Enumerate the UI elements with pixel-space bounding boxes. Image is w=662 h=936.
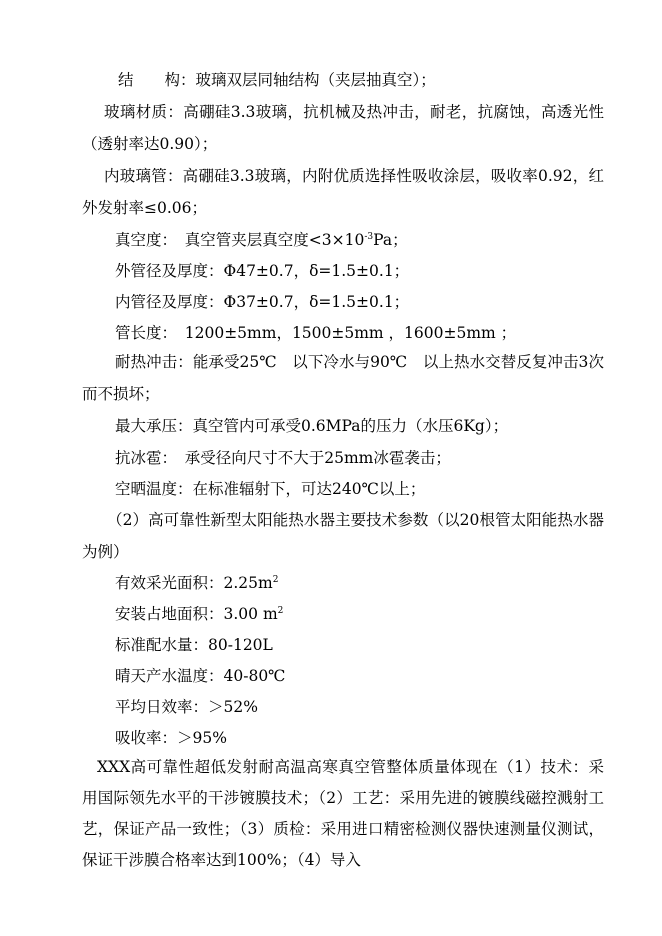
param-water-temp: 晴天产水温度：40-80℃ <box>115 667 286 685</box>
param-footprint <box>0 603 662 625</box>
param-footprint-text: 安装占地面积：3.00 m <box>115 605 278 623</box>
param-absorption: 吸收率：＞95% <box>115 729 227 747</box>
spec-max-pressure: 最大承压：真空管内可承受0.6MPa的压力（水压6Kg）； <box>115 417 509 435</box>
spec-hail: 抗冰雹： 承受径向尺寸不大于25mm冰雹袭击； <box>115 449 451 467</box>
spec-vacuum-exponent: -3 <box>364 231 374 242</box>
spec-glass-material: 玻璃材质：高硼硅3.3玻璃，抗机械及热冲击，耐老，抗腐蚀，高透光性（透射率达0.90）； <box>82 103 604 153</box>
spec-tube-length: 管长度： 1200±5mm，1500±5mm ，1600±5mm ； <box>115 324 517 342</box>
spec-vacuum-text: 真空度： 真空管夹层真空度<3×10 <box>115 231 365 249</box>
param-water-volume: 标准配水量：80-120L <box>115 636 273 654</box>
param-footprint-exponent: 2 <box>277 605 284 616</box>
spec-vacuum-unit: Pa； <box>373 231 408 249</box>
spec-stagnation: 空晒温度：在标准辐射下，可达240℃以上； <box>115 480 426 498</box>
spec-inner-tube: 内玻璃管：高硼硅3.3玻璃，内附优质选择性吸收涂层，吸收率0.92，红外发射率≤0.06； <box>82 167 604 217</box>
spec-inner-diameter: 内管径及厚度：Φ37±0.7，δ=1.5±0.1； <box>115 293 410 311</box>
param-daily-efficiency: 平均日效率：＞52% <box>115 698 258 716</box>
spec-outer-diameter: 外管径及厚度：Φ47±0.7，δ=1.5±0.1； <box>115 262 410 280</box>
spec-vacuum <box>0 229 662 251</box>
param-collector-area-exponent: 2 <box>272 574 279 585</box>
param-collector-area-text: 有效采光面积：2.25m <box>115 574 273 592</box>
spec-structure: 结 构：玻璃双层同轴结构（夹层抽真空）； <box>118 71 436 89</box>
summary-paragraph: XXX高可靠性超低发射耐高温高寒真空管整体质量体现在（1）技术：采用国际领先水平的干涉镀膜技术；（2）工艺：采用先进的镀膜线磁控溅射工艺，保证产品一致性；（3）质检：采用进口精密检测仪器快速测量仪测试，保证干涉膜合格率达到100%；（4）导入 <box>82 758 604 869</box>
spec-heat-shock: 耐热冲击：能承受25℃ 以下冷水与90℃ 以上热水交替反复冲击3次而不损坏； <box>82 353 604 403</box>
section-2-heading: （2）高可靠性新型太阳能热水器主要技术参数（以20根管太阳能热水器为例） <box>82 511 604 561</box>
param-collector-area <box>0 572 662 594</box>
